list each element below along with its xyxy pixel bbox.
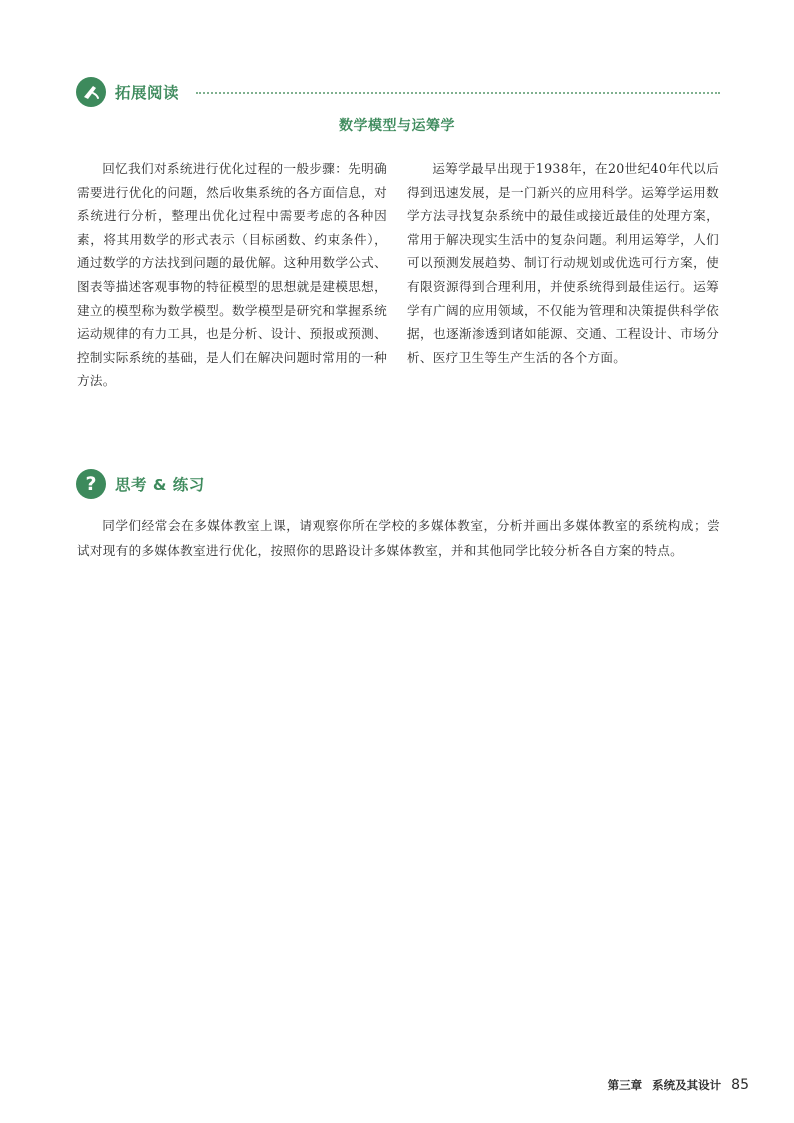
exercise-section-header xyxy=(76,469,205,499)
exercise-section-label: 思考 & 练习 xyxy=(115,476,205,494)
footer-chapter-title: 系统及其设计 xyxy=(652,1078,722,1092)
pen-book-icon xyxy=(81,82,101,102)
left-paragraph: 回忆我们对系统进行优化过程的一般步骤：先明确需要进行优化的问题，然后收集系统的各方面信息，对系统进行分析，整理出优化过程中需要考虑的各种因素，将其用数学的形式表示（目标函数、约束条件），通过数学的方法找到问题的最优解。这种用数学公式、图表等描述客观事物的特征模型的思想就是建模思想，建立的模型称为数学模型。数学模型是研究和掌握系统运动规律的有力工具，也是分析、设计、预报或预测、控制实际系统的基础，是人们在解决问题时常用的一种方法。 xyxy=(77,161,387,389)
reading-section-label: 拓展阅读 xyxy=(115,84,180,102)
page-footer xyxy=(608,1077,749,1093)
exercise-body xyxy=(77,513,720,563)
reading-section-header xyxy=(76,77,179,107)
reading-icon xyxy=(76,77,106,107)
exercise-paragraph: 同学们经常会在多媒体教室上课，请观察你所在学校的多媒体教室，分析并画出多媒体教室的系统构成；尝试对现有的多媒体教室进行优化，按照你的思路设计多媒体教室，并和其他同学比较分析各自方案的特点。 xyxy=(77,518,720,558)
question-glyph: ? xyxy=(85,473,97,495)
section-divider xyxy=(196,92,720,94)
page-number: 85 xyxy=(731,1077,749,1093)
article-title: 数学模型与运筹学 xyxy=(339,118,455,134)
right-column xyxy=(407,157,719,369)
left-column xyxy=(77,157,387,393)
right-paragraph: 运筹学最早出现于1938年，在20世纪40年代以后得到迅速发展，是一门新兴的应用科学。运筹学运用数学方法寻找复杂系统中的最佳或接近最佳的处理方案，常用于解决现实生活中的复杂问题。利用运筹学，人们可以预测发展趋势、制订行动规划或优选可行方案，使有限资源得到合理利用，并使系统得到最佳运行。运筹学有广阔的应用领域，不仅能为管理和决策提供科学依据，也逐渐渗透到诸如能源、交通、工程设计、市场分析、医疗卫生等生产生活的各个方面。 xyxy=(407,161,719,365)
question-icon xyxy=(76,469,106,499)
footer-chapter: 第三章 xyxy=(607,1078,643,1092)
